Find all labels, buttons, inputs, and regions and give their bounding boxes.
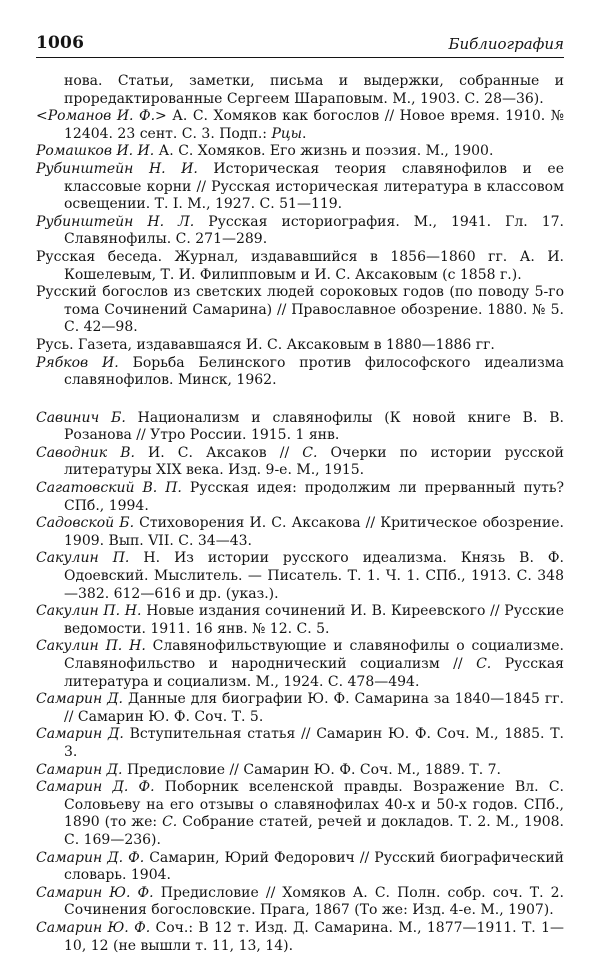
- entry-text: А. С. Хомяков как богослов // Новое время. 1910. № 12404. 23 сент. С. 3. Подп.:: [64, 108, 564, 142]
- bibliography-entry: [36, 73, 564, 108]
- entry-text: Поборник вселенской правды. Возражение Вл. С. Соловьеву на его отзывы о славянофилах 40-х и 50-х годов. СПб., 1890 (то же:: [64, 779, 564, 831]
- entry-author: Садовской Б.: [36, 515, 135, 532]
- entry-text: нова. Статьи, заметки, письма и выдержки, собранные и проредактированные Сергеем Шараповым. М., 1903. С. 28—36).: [64, 73, 564, 107]
- entry-text: Соч.: В 12 т. Изд. Д. Самарина. М., 1877—1911. Т. 1—10, 12 (не вышли т. 11, 13, 14).: [64, 919, 565, 954]
- entry-author: Самарин Д.: [36, 761, 123, 778]
- entry-text: И. С. Аксаков //: [134, 444, 303, 461]
- entry-text-tail: Очерки по истории русской литературы XIX века. Изд. 9-е. М., 1915.: [64, 444, 565, 479]
- entry-author: Самарин Д.: [36, 726, 124, 743]
- entry-italic-part: С.: [162, 814, 178, 831]
- entry-text-tail: Собрание статей, речей и докладов. Т. 2. М., 1908. С. 169—236).: [64, 814, 564, 848]
- entry-text: Русский богослов из светских людей сороковых годов (по поводу 5-го тома Сочинений Самарина) // Православное обозрение. 1880. № 5. С. 42—98.: [36, 284, 564, 336]
- entry-author: Самарин Ю. Ф.: [36, 919, 151, 936]
- bibliography-entry: [36, 284, 564, 337]
- page-number: 1006: [36, 33, 85, 53]
- running-head: [36, 33, 564, 58]
- bibliography-entry: [36, 249, 564, 284]
- entry-author: Сакулин П.: [36, 550, 130, 567]
- entry-italic-part: Рцы: [271, 125, 303, 142]
- bibliography-entry: [36, 355, 564, 390]
- entry-text: Русская беседа. Журнал, издававшийся в 1856—1860 гг. А. И. Кошелевым, Т. И. Филипповым и И. С. Аксаковым (с 1858 г.).: [36, 248, 564, 283]
- entry-author: Рябков И.: [36, 354, 119, 371]
- entry-text: Стиховорения И. С. Аксакова // Критическое обозрение. 1909. Вып. VII. С. 34—43.: [64, 515, 565, 549]
- entry-text: Историческая теория славянофилов и ее классовые корни // Русская историческая литература в классовом освещении. Т. I. М., 1927. С. 51—119.: [64, 160, 564, 213]
- bibliography-entry: [36, 550, 564, 603]
- bibliography-entry: [36, 337, 564, 355]
- bibliography-entry: [36, 161, 564, 214]
- bibliography-entry: [36, 726, 564, 761]
- entry-author: Рубинштейн Н. Л.: [36, 213, 195, 230]
- section-title: Библиография: [448, 35, 564, 53]
- entry-author: Ромашков И. И.: [36, 143, 155, 160]
- entry-text-tail: .: [302, 125, 307, 142]
- entry-author: <Романов И. Ф.>: [36, 108, 167, 125]
- entry-text: А. С. Хомяков. Его жизнь и поэзия. М., 1900.: [154, 143, 494, 160]
- entry-author: Самарин Д.: [36, 691, 123, 708]
- bibliography-entry: [36, 850, 564, 885]
- entry-text: Н. Из истории русского идеализма. Князь В. Ф. Одоевский. Мыслитель. — Писатель. Т. 1. Ч. 1. СПб., 1913. С. 348—382. 612—616 и др. (указ.).: [64, 550, 564, 602]
- entry-author: Сакулин П. Н.: [36, 603, 142, 620]
- bibliography-entry: [36, 143, 564, 161]
- bibliography-list: [36, 73, 564, 955]
- entry-text: Предисловие // Самарин Ю. Ф. Соч. М., 1889. Т. 7.: [122, 761, 501, 778]
- entry-text: Русь. Газета, издававшаяся И. С. Аксаковым в 1880—1886 гг.: [36, 336, 495, 353]
- bibliography-entry: [36, 214, 564, 249]
- entry-text: Русская историография. М., 1941. Гл. 17. Славянофилы. С. 271—289.: [64, 213, 564, 248]
- entry-italic-part: С.: [302, 444, 318, 461]
- bibliography-entry: [36, 691, 564, 726]
- bibliography-entry: [36, 445, 564, 480]
- bibliography-entry: [36, 638, 564, 691]
- entry-author: Сагатовский В. П.: [36, 480, 182, 497]
- entry-author: Сакулин П. Н.: [36, 638, 146, 655]
- section-gap: [36, 390, 564, 410]
- bibliography-entry: [36, 779, 564, 849]
- entry-author: Рубинштейн Н. И.: [36, 160, 198, 177]
- entry-text: Вступительная статья // Самарин Ю. Ф. Соч. М., 1885. Т. 3.: [64, 726, 565, 760]
- bibliography-entry: [36, 603, 564, 638]
- entry-author: Самарин Ю. Ф.: [36, 884, 154, 901]
- entry-text: Данные для биографии Ю. Ф. Самарина за 1840—1845 гг. // Самарин Ю. Ф. Соч. Т. 5.: [64, 691, 564, 725]
- bibliography-entry: [36, 108, 564, 143]
- bibliography-entry: [36, 480, 564, 515]
- entry-text-tail: Русская литература и социализм. М., 1924. С. 478—494.: [64, 656, 565, 690]
- entry-text: Самарин, Юрий Федорович // Русский биографический словарь. 1904.: [64, 849, 564, 884]
- entry-text: Борьба Белинского против философского идеализма славянофилов. Минск, 1962.: [64, 354, 564, 389]
- entry-text: Национализм и славянофилы (К новой книге В. В. Розанова // Утро России. 1915. 1 янв.: [64, 409, 565, 444]
- entry-text: Славянофильствующие и славянофилы о социализме. Славянофильство и народнический социализм //: [64, 638, 564, 672]
- bibliography-entry: [36, 515, 564, 550]
- entry-author: Самарин Д. Ф.: [36, 849, 145, 866]
- bibliography-entry: [36, 885, 564, 920]
- entry-text: Предисловие // Хомяков А. С. Полн. собр. соч. Т. 2. Сочинения богословские. Прага, 1867 (То же: Изд. 4-е. М., 1907).: [64, 884, 565, 919]
- entry-author: Савинич Б.: [36, 409, 126, 426]
- entry-italic-part: С.: [476, 656, 492, 672]
- entry-author: Саводник В.: [36, 444, 135, 461]
- entry-author: Самарин Д. Ф.: [36, 779, 155, 796]
- entry-text: Новые издания сочинений И. В. Киреевского // Русские ведомости. 1911. 16 янв. № 12. С. 5.: [64, 603, 564, 637]
- bibliography-entry: [36, 410, 564, 445]
- entry-text: Русская идея: продолжим ли прерванный путь? СПб., 1994.: [64, 480, 564, 514]
- bibliography-entry: [36, 920, 564, 955]
- bibliography-entry: [36, 762, 564, 780]
